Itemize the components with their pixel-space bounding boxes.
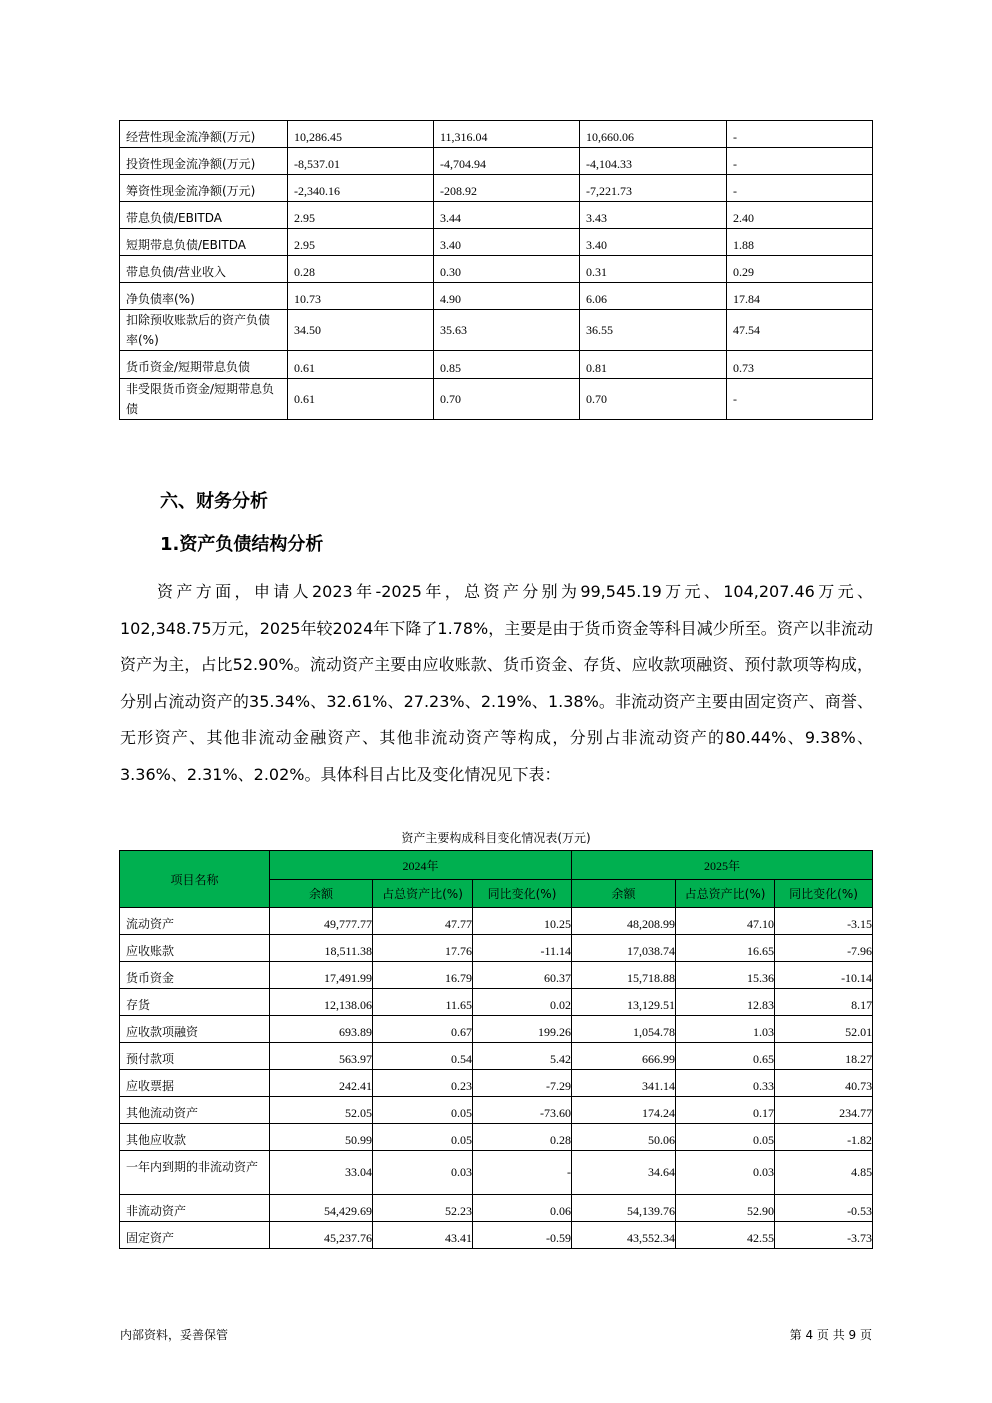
cell-value: 0.31: [580, 256, 727, 283]
cell-value: 0.67: [373, 1016, 473, 1043]
cell-value: 0.03: [676, 1151, 775, 1195]
cell-value: -: [727, 148, 873, 175]
cell-value: 1.03: [676, 1016, 775, 1043]
cell-value: 563.97: [270, 1043, 373, 1070]
cell-value: -4,704.94: [434, 148, 580, 175]
cell-value: 0.73: [727, 351, 873, 379]
cell-value: 10,286.45: [288, 121, 434, 148]
table-row: [120, 1043, 873, 1070]
cell-value: 0.02: [473, 989, 572, 1016]
header-col: 同比变化(%): [775, 880, 873, 908]
table-caption: 资产主要构成科目变化情况表(万元): [401, 831, 591, 845]
cell-value: 54,429.69: [270, 1195, 373, 1222]
cell-value: 15.36: [676, 962, 775, 989]
cell-value: 11.65: [373, 989, 473, 1016]
table-row: [120, 935, 873, 962]
cell-value: 0.29: [727, 256, 873, 283]
cell-value: 234.77: [775, 1097, 873, 1124]
cell-value: 11,316.04: [434, 121, 580, 148]
cell-value: 5.42: [473, 1043, 572, 1070]
cell-value: 199.26: [473, 1016, 572, 1043]
cell-value: 2.95: [288, 202, 434, 229]
cell-value: 52.05: [270, 1097, 373, 1124]
row-label: 带息负债/营业收入: [120, 256, 288, 283]
header-col: 占总资产比(%): [676, 880, 775, 908]
row-label: 扣除预收账款后的资产负债率(%): [120, 310, 288, 351]
cell-value: 0.28: [473, 1124, 572, 1151]
cell-value: 47.54: [727, 310, 873, 351]
cell-value: -10.14: [775, 962, 873, 989]
row-label: 非流动资产: [120, 1195, 270, 1222]
cell-value: -7.29: [473, 1070, 572, 1097]
cell-value: 0.54: [373, 1043, 473, 1070]
cell-value: 60.37: [473, 962, 572, 989]
table-row: [120, 908, 873, 935]
table-row: [120, 1222, 873, 1249]
cell-value: 49,777.77: [270, 908, 373, 935]
table-row: [120, 379, 873, 420]
cell-value: 33.04: [270, 1151, 373, 1195]
cell-value: -1.82: [775, 1124, 873, 1151]
cell-value: 12.83: [676, 989, 775, 1016]
cell-value: 2.95: [288, 229, 434, 256]
cell-value: -73.60: [473, 1097, 572, 1124]
cell-value: -: [727, 379, 873, 420]
table-row: [120, 1124, 873, 1151]
header-col: 余额: [270, 880, 373, 908]
cell-value: 50.99: [270, 1124, 373, 1151]
cell-value: 0.23: [373, 1070, 473, 1097]
cell-value: -208.92: [434, 175, 580, 202]
cell-value: 8.17: [775, 989, 873, 1016]
cell-value: 6.06: [580, 283, 727, 310]
cell-value: 54,139.76: [572, 1195, 676, 1222]
cell-value: 18.27: [775, 1043, 873, 1070]
row-label: 其他流动资产: [120, 1097, 270, 1124]
table-row: [120, 1195, 873, 1222]
footer-page-number: 第 4 页 共 9 页: [789, 1328, 872, 1342]
cell-value: 0.81: [580, 351, 727, 379]
header-item-name: 项目名称: [120, 851, 270, 908]
cell-value: 17,038.74: [572, 935, 676, 962]
row-label: 货币资金/短期带息负债: [120, 351, 288, 379]
table-row: [120, 229, 873, 256]
cell-value: 0.03: [373, 1151, 473, 1195]
cell-value: 17.84: [727, 283, 873, 310]
cell-value: 0.33: [676, 1070, 775, 1097]
cell-value: 4.85: [775, 1151, 873, 1195]
cell-value: 47.10: [676, 908, 775, 935]
row-label: 净负债率(%): [120, 283, 288, 310]
cell-value: 0.70: [580, 379, 727, 420]
cell-value: 0.05: [373, 1124, 473, 1151]
cell-value: -7.96: [775, 935, 873, 962]
cell-value: 0.61: [288, 379, 434, 420]
cell-value: 2.40: [727, 202, 873, 229]
table-row: [120, 202, 873, 229]
row-label: 筹资性现金流净额(万元): [120, 175, 288, 202]
cell-value: 17,491.99: [270, 962, 373, 989]
cell-value: 3.43: [580, 202, 727, 229]
row-label: 应收款项融资: [120, 1016, 270, 1043]
cell-value: -0.59: [473, 1222, 572, 1249]
cell-value: 36.55: [580, 310, 727, 351]
cell-value: 10.73: [288, 283, 434, 310]
footer-confidential: 内部资料，妥善保管: [120, 1328, 229, 1342]
cell-value: 34.64: [572, 1151, 676, 1195]
cell-value: 18,511.38: [270, 935, 373, 962]
cell-value: 52.90: [676, 1195, 775, 1222]
cell-value: 3.40: [434, 229, 580, 256]
cell-value: -8,537.01: [288, 148, 434, 175]
cell-value: 3.40: [580, 229, 727, 256]
cell-value: 0.28: [288, 256, 434, 283]
cell-value: 1.88: [727, 229, 873, 256]
cell-value: -3.73: [775, 1222, 873, 1249]
cell-value: -: [727, 121, 873, 148]
row-label: 带息负债/EBITDA: [120, 202, 288, 229]
row-label: 应收票据: [120, 1070, 270, 1097]
row-label: 其他应收款: [120, 1124, 270, 1151]
table-row: [120, 1070, 873, 1097]
cell-value: -0.53: [775, 1195, 873, 1222]
row-label: 非受限货币资金/短期带息负债: [120, 379, 288, 420]
cell-value: 13,129.51: [572, 989, 676, 1016]
cell-value: 1,054.78: [572, 1016, 676, 1043]
cell-value: 0.17: [676, 1097, 775, 1124]
cell-value: 40.73: [775, 1070, 873, 1097]
cell-value: 52.23: [373, 1195, 473, 1222]
header-col: 同比变化(%): [473, 880, 572, 908]
cell-value: 35.63: [434, 310, 580, 351]
cell-value: 0.05: [676, 1124, 775, 1151]
cell-value: 341.14: [572, 1070, 676, 1097]
cell-value: 0.06: [473, 1195, 572, 1222]
cell-value: 174.24: [572, 1097, 676, 1124]
cell-value: 0.65: [676, 1043, 775, 1070]
asset-composition-table: [119, 850, 873, 1249]
cell-value: -: [473, 1151, 572, 1195]
header-col: 余额: [572, 880, 676, 908]
cell-value: 43,552.34: [572, 1222, 676, 1249]
cell-value: 43.41: [373, 1222, 473, 1249]
cell-value: 0.05: [373, 1097, 473, 1124]
cell-value: -4,104.33: [580, 148, 727, 175]
table-row: [120, 175, 873, 202]
cell-value: 15,718.88: [572, 962, 676, 989]
cell-value: 16.65: [676, 935, 775, 962]
row-label: 一年内到期的非流动资产: [120, 1151, 270, 1195]
section-subheading: 1.资产负债结构分析: [160, 534, 324, 555]
row-label: 应收账款: [120, 935, 270, 962]
analysis-paragraph: 资产方面，申请人2023年-2025年，总资产分别为99,545.19万元、104,207.46万元、102,348.75万元，2025年较2024年下降了1.78%，主要是由于货币资金等科目减少所至。资产以非流动资产为主，占比52.90%。流动资产主要由应收账款、货币资金、存货、应收款项融资、预付款项等构成，分别占流动资产的35.34%、32.61%、27.23%、2.19%、1.38%。非流动资产主要由固定资产、商誉、无形资产、其他非流动金融资产、其他非流动资产等构成，分别占非流动资产的80.44%、9.38%、3.36%、2.31%、2.02%。具体科目占比及变化情况见下表：: [120, 582, 873, 784]
row-label: 预付款项: [120, 1043, 270, 1070]
cell-value: 10.25: [473, 908, 572, 935]
cell-value: 3.44: [434, 202, 580, 229]
cell-value: -: [727, 175, 873, 202]
header-col: 占总资产比(%): [373, 880, 473, 908]
table-row: [120, 351, 873, 379]
cell-value: 17.76: [373, 935, 473, 962]
cell-value: 0.61: [288, 351, 434, 379]
row-label: 经营性现金流净额(万元): [120, 121, 288, 148]
header-year-2024: 2024年: [270, 851, 572, 880]
table-row: [120, 989, 873, 1016]
table-row: [120, 962, 873, 989]
table-row: [120, 256, 873, 283]
cell-value: 12,138.06: [270, 989, 373, 1016]
cell-value: 52.01: [775, 1016, 873, 1043]
cell-value: 693.89: [270, 1016, 373, 1043]
cell-value: 16.79: [373, 962, 473, 989]
row-label: 投资性现金流净额(万元): [120, 148, 288, 175]
table-row: [120, 1151, 873, 1195]
cell-value: -3.15: [775, 908, 873, 935]
table-row: [120, 148, 873, 175]
cell-value: 42.55: [676, 1222, 775, 1249]
cell-value: -2,340.16: [288, 175, 434, 202]
table-row: [120, 283, 873, 310]
cell-value: 48,208.99: [572, 908, 676, 935]
cell-value: 34.50: [288, 310, 434, 351]
cell-value: 50.06: [572, 1124, 676, 1151]
row-label: 流动资产: [120, 908, 270, 935]
cell-value: 47.77: [373, 908, 473, 935]
cell-value: 666.99: [572, 1043, 676, 1070]
cell-value: 242.41: [270, 1070, 373, 1097]
table-row: [120, 1016, 873, 1043]
cashflow-ratio-table: [119, 120, 873, 420]
row-label: 固定资产: [120, 1222, 270, 1249]
cell-value: 45,237.76: [270, 1222, 373, 1249]
cell-value: 0.85: [434, 351, 580, 379]
cell-value: -11.14: [473, 935, 572, 962]
table-row: [120, 121, 873, 148]
cell-value: 0.30: [434, 256, 580, 283]
cell-value: 0.70: [434, 379, 580, 420]
table-row: [120, 310, 873, 351]
cell-value: 10,660.06: [580, 121, 727, 148]
row-label: 货币资金: [120, 962, 270, 989]
table-row: [120, 1097, 873, 1124]
cell-value: 4.90: [434, 283, 580, 310]
header-year-2025: 2025年: [572, 851, 873, 880]
cell-value: -7,221.73: [580, 175, 727, 202]
row-label: 存货: [120, 989, 270, 1016]
section-heading: 六、财务分析: [160, 491, 268, 512]
row-label: 短期带息负债/EBITDA: [120, 229, 288, 256]
